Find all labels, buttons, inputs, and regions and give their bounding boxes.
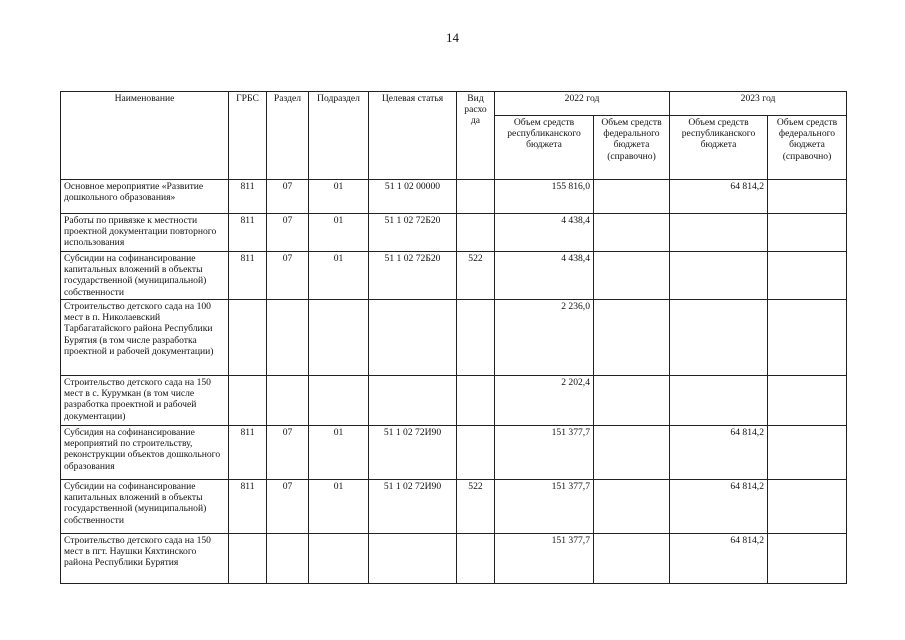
row-rep-2022-cell: 151 377,7 <box>495 426 594 480</box>
row-section-cell: 07 <box>267 426 309 480</box>
row-target-cell <box>369 534 457 584</box>
table-row <box>61 214 847 252</box>
row-expense-type-cell <box>457 180 495 214</box>
row-grbs-cell: 811 <box>229 480 267 534</box>
row-subsection-cell <box>309 534 369 584</box>
row-rep-2022-cell: 151 377,7 <box>495 534 594 584</box>
row-fed-2022-cell <box>594 426 670 480</box>
row-fed-2022-cell <box>594 180 670 214</box>
row-expense-type-cell <box>457 534 495 584</box>
row-section-cell: 07 <box>267 180 309 214</box>
row-rep-2023-cell: 64 814,2 <box>670 426 768 480</box>
row-name-cell: Субсидии на софинансирование капитальных вложений в объекты государственной (муниципальной) собственности <box>61 480 229 534</box>
row-subsection-cell <box>309 300 369 376</box>
row-rep-2023-cell: 64 814,2 <box>670 534 768 584</box>
header-row <box>61 92 847 116</box>
row-section-cell <box>267 300 309 376</box>
row-target-cell <box>369 300 457 376</box>
row-target-cell: 51 1 02 72Б20 <box>369 214 457 252</box>
row-fed-2023-cell <box>768 180 847 214</box>
row-subsection-cell: 01 <box>309 214 369 252</box>
row-section-cell <box>267 376 309 426</box>
row-target-cell: 51 1 02 00000 <box>369 180 457 214</box>
row-fed-2023-cell <box>768 300 847 376</box>
row-fed-2023-cell <box>768 480 847 534</box>
row-grbs-cell <box>229 300 267 376</box>
row-rep-2022-cell: 2 202,4 <box>495 376 594 426</box>
header-fed-budget-2023: Объем средств федерального бюджета (справочно) <box>768 116 847 180</box>
row-name-cell: Строительство детского сада на 150 мест в с. Курумкан (в том числе разработка проектной и рабочей документации) <box>61 376 229 426</box>
header-rep-budget-2022: Объем средств республиканского бюджета <box>495 116 594 180</box>
row-rep-2023-cell <box>670 376 768 426</box>
row-name-cell: Основное мероприятие «Развитие дошкольного образования» <box>61 180 229 214</box>
row-grbs-cell: 811 <box>229 180 267 214</box>
row-fed-2022-cell <box>594 376 670 426</box>
row-rep-2022-cell: 2 236,0 <box>495 300 594 376</box>
table-row <box>61 480 847 534</box>
row-grbs-cell <box>229 534 267 584</box>
table-row <box>61 180 847 214</box>
row-rep-2023-cell: 64 814,2 <box>670 180 768 214</box>
row-target-cell: 51 1 02 72И90 <box>369 480 457 534</box>
row-expense-type-cell <box>457 426 495 480</box>
row-fed-2023-cell <box>768 252 847 300</box>
row-subsection-cell: 01 <box>309 180 369 214</box>
row-target-cell: 51 1 02 72Б20 <box>369 252 457 300</box>
row-fed-2022-cell <box>594 252 670 300</box>
row-rep-2022-cell: 4 438,4 <box>495 214 594 252</box>
row-section-cell <box>267 534 309 584</box>
row-section-cell: 07 <box>267 214 309 252</box>
header-rep-budget-2023: Объем средств республиканского бюджета <box>670 116 768 180</box>
row-expense-type-cell <box>457 376 495 426</box>
row-target-cell: 51 1 02 72И90 <box>369 426 457 480</box>
row-name-cell: Субсидия на софинансирование мероприятий по строительству, реконструкции объектов дошкольного образования <box>61 426 229 480</box>
row-rep-2023-cell <box>670 214 768 252</box>
row-grbs-cell: 811 <box>229 214 267 252</box>
row-fed-2022-cell <box>594 534 670 584</box>
header-subsection: Подраздел <box>309 92 369 180</box>
row-name-cell: Работы по привязке к местности проектной документации повторного использования <box>61 214 229 252</box>
row-name-cell: Строительство детского сада на 150 мест в пгт. Наушки Кяхтинского района Республики Бурятия <box>61 534 229 584</box>
page-number: 14 <box>446 30 459 45</box>
row-rep-2023-cell <box>670 252 768 300</box>
row-fed-2022-cell <box>594 214 670 252</box>
header-year-2023: 2023 год <box>670 92 847 116</box>
row-fed-2022-cell <box>594 300 670 376</box>
row-subsection-cell: 01 <box>309 480 369 534</box>
header-section: Раздел <box>267 92 309 180</box>
budget-table <box>60 91 847 584</box>
header-fed-budget-2022: Объем средств федерального бюджета (справочно) <box>594 116 670 180</box>
header-name: Наименование <box>61 92 229 180</box>
row-fed-2023-cell <box>768 376 847 426</box>
table-row <box>61 534 847 584</box>
row-expense-type-cell <box>457 214 495 252</box>
row-grbs-cell: 811 <box>229 426 267 480</box>
table-row <box>61 300 847 376</box>
table-row <box>61 252 847 300</box>
header-expense-type: Вид расхо да <box>457 92 495 180</box>
row-rep-2022-cell: 151 377,7 <box>495 480 594 534</box>
row-fed-2023-cell <box>768 534 847 584</box>
row-rep-2022-cell: 155 816,0 <box>495 180 594 214</box>
header-target-article: Целевая статья <box>369 92 457 180</box>
table-row <box>61 376 847 426</box>
row-fed-2023-cell <box>768 214 847 252</box>
row-subsection-cell: 01 <box>309 426 369 480</box>
row-rep-2023-cell <box>670 300 768 376</box>
row-subsection-cell: 01 <box>309 252 369 300</box>
header-grbs: ГРБС <box>229 92 267 180</box>
row-target-cell <box>369 376 457 426</box>
row-expense-type-cell: 522 <box>457 252 495 300</box>
table-row <box>61 426 847 480</box>
table-body <box>61 180 847 584</box>
row-section-cell: 07 <box>267 480 309 534</box>
row-subsection-cell <box>309 376 369 426</box>
row-rep-2022-cell: 4 438,4 <box>495 252 594 300</box>
row-grbs-cell: 811 <box>229 252 267 300</box>
row-expense-type-cell: 522 <box>457 480 495 534</box>
row-fed-2022-cell <box>594 480 670 534</box>
row-rep-2023-cell: 64 814,2 <box>670 480 768 534</box>
row-grbs-cell <box>229 376 267 426</box>
row-expense-type-cell <box>457 300 495 376</box>
row-section-cell: 07 <box>267 252 309 300</box>
row-name-cell: Строительство детского сада на 100 мест в п. Николаевский Тарбагатайского района Республики Бурятия (в том числе разработка проектной и рабочей документации) <box>61 300 229 376</box>
row-name-cell: Субсидии на софинансирование капитальных вложений в объекты государственной (муниципальной) собственности <box>61 252 229 300</box>
row-fed-2023-cell <box>768 426 847 480</box>
header-year-2022: 2022 год <box>495 92 670 116</box>
